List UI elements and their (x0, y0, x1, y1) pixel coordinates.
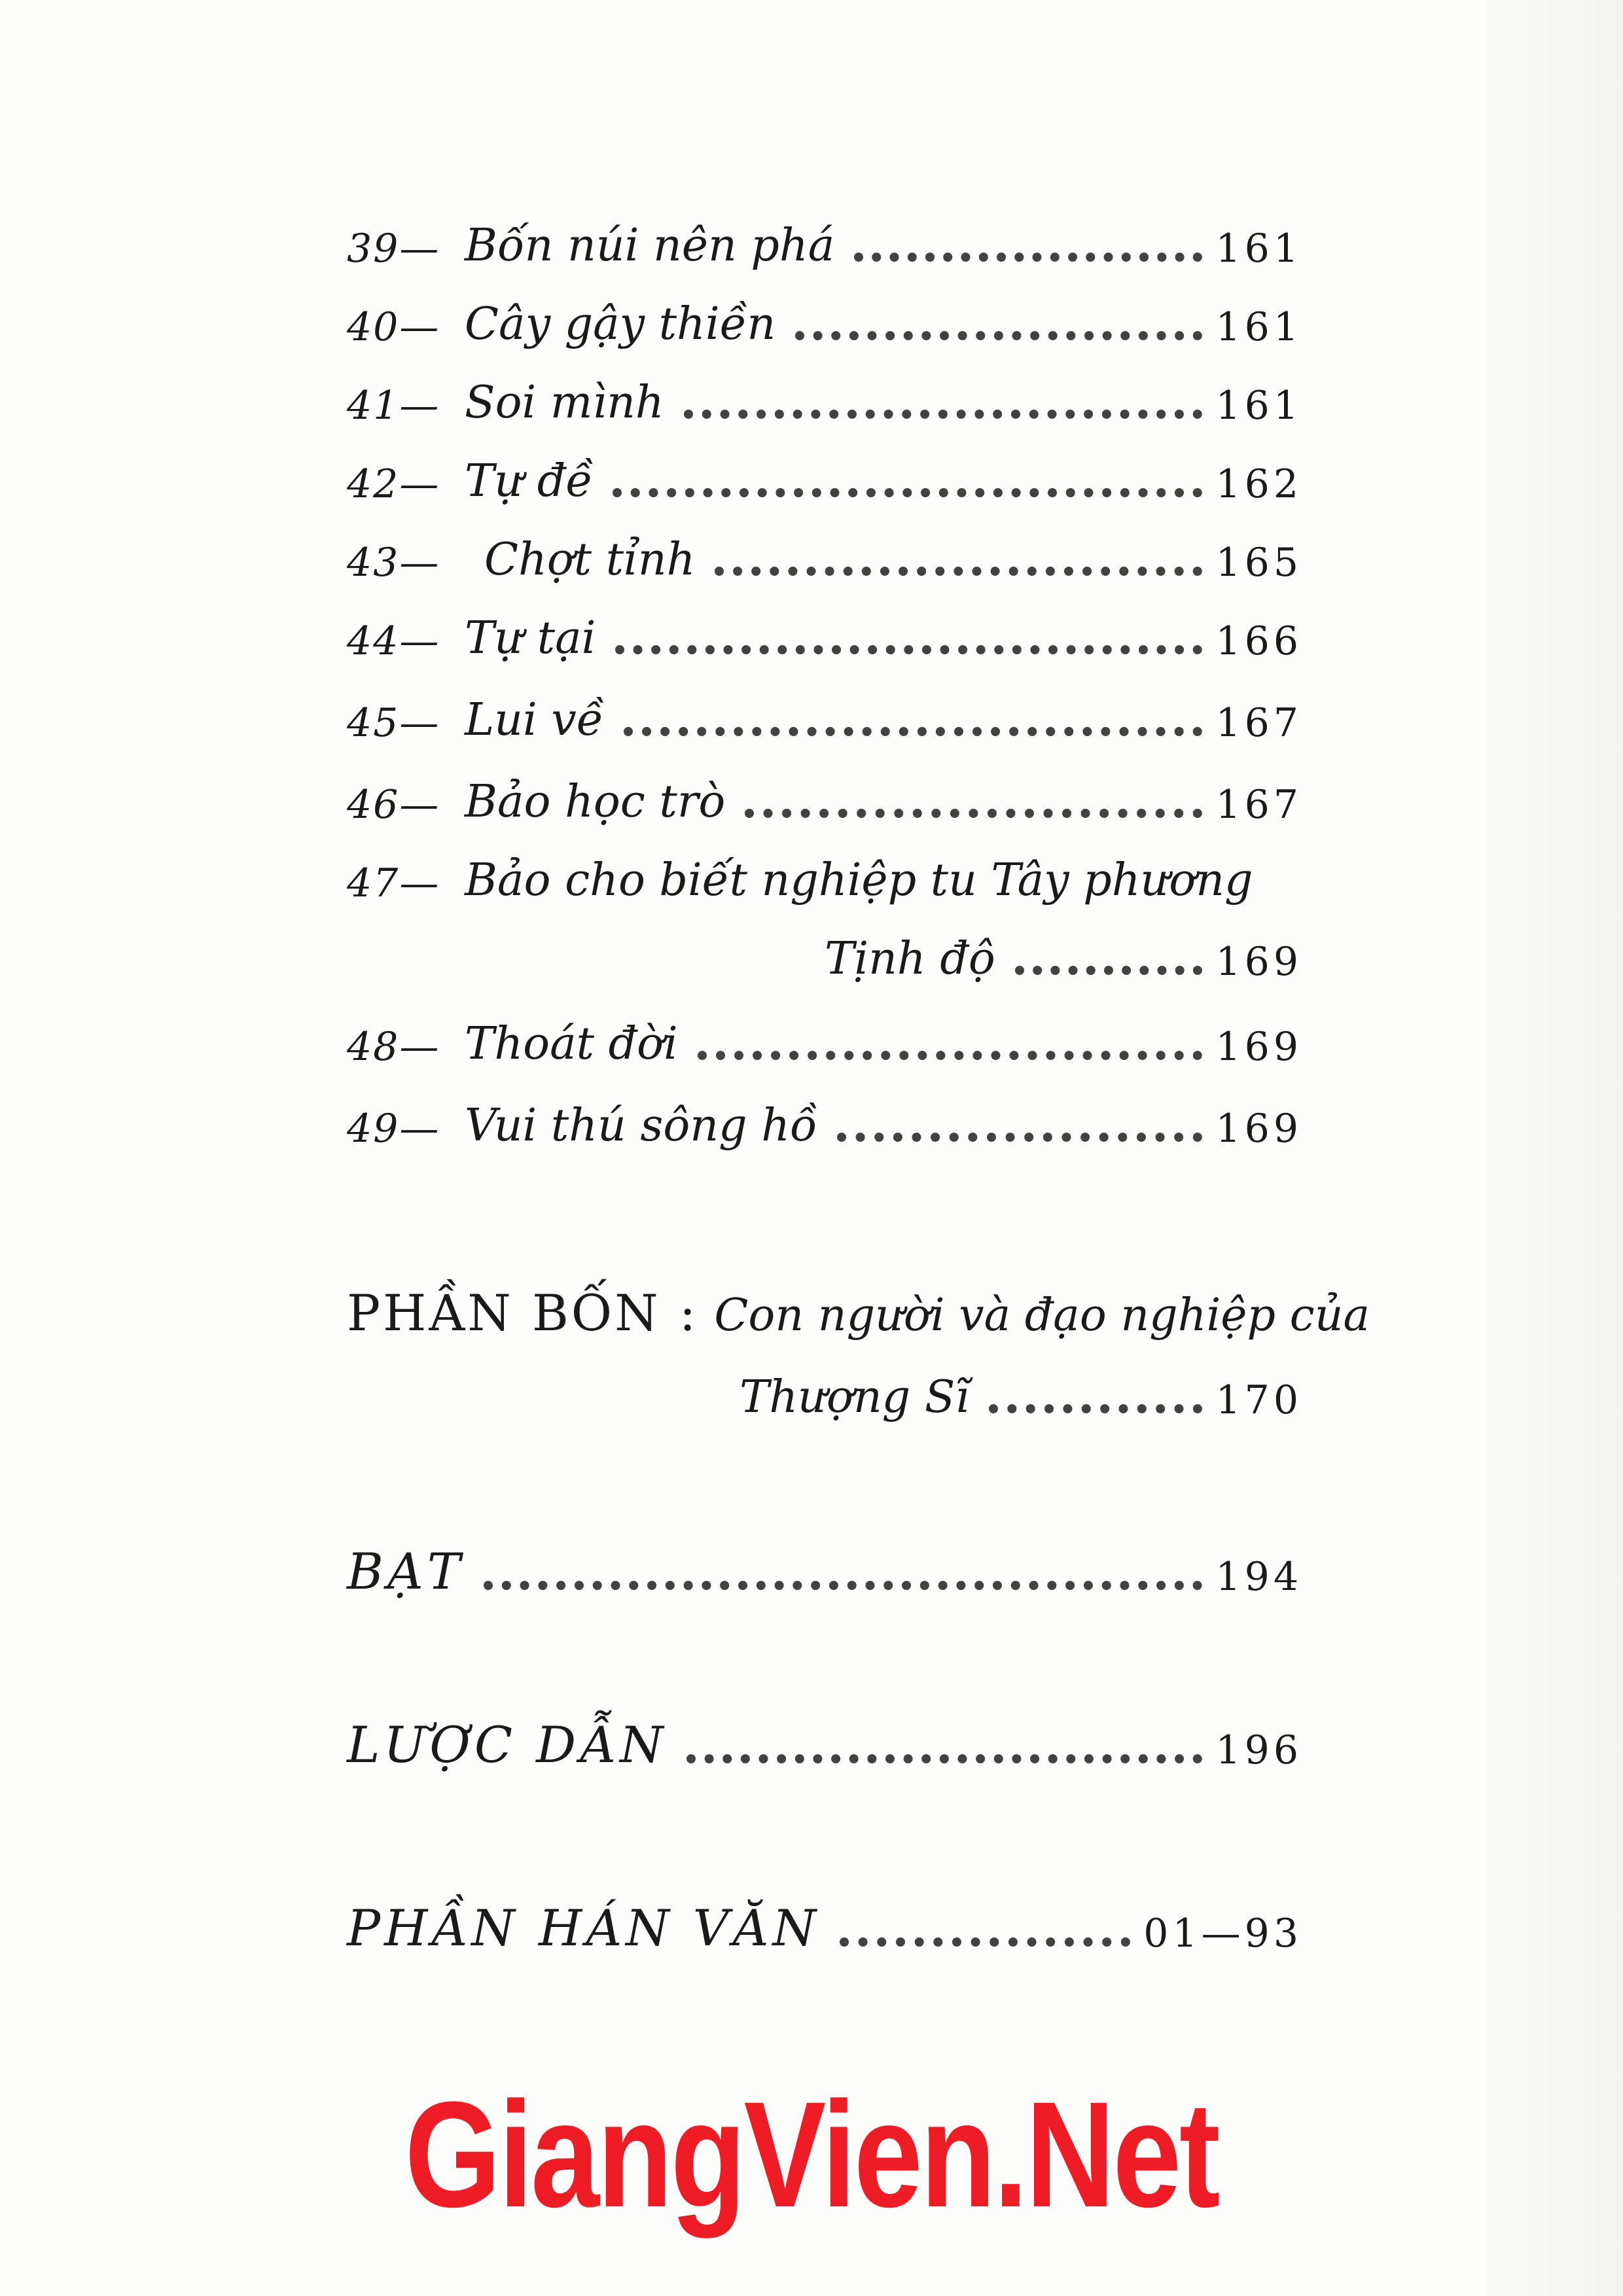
toc-entry-48 (347, 995, 1302, 1070)
dot-leader (715, 567, 1202, 576)
phan-han-van-title: PHẦN HÁN VĂN (347, 1899, 821, 1957)
toc-entry-page: 161 (1215, 383, 1302, 429)
toc-entry-title: Chợt tỉnh (484, 534, 696, 586)
toc-entry-43 (347, 510, 1302, 586)
toc-entry-number: 40— (347, 304, 440, 350)
bat-title: BẠT (347, 1542, 465, 1600)
toc-entry-number: 41— (347, 383, 440, 429)
dot-leader (840, 1937, 1130, 1947)
toc-entry-39 (347, 196, 1302, 272)
part-four-title-continued: Thượng Sĩ (740, 1371, 970, 1423)
toc-entry-number: 45— (347, 700, 440, 746)
toc-entry-page: 167 (1215, 782, 1302, 828)
toc-entry-number: 49— (347, 1106, 440, 1152)
luoc-dan-title: LƯỢC DẪN (347, 1716, 668, 1774)
dot-leader (698, 1051, 1203, 1060)
dot-leader (837, 1133, 1203, 1142)
dot-leader (745, 809, 1202, 818)
dot-leader (484, 1581, 1202, 1590)
part-four-label: PHẦN BỐN : (347, 1284, 699, 1342)
toc-entry-number: 43— (347, 540, 440, 586)
toc-entry-title: Bảo học trò (465, 776, 726, 828)
dot-leader (684, 410, 1203, 419)
toc-entry-title: Soi mình (465, 377, 664, 429)
page-edge-shadow (1486, 0, 1623, 2296)
toc-entry-number: 42— (347, 461, 440, 507)
toc-part-four (347, 1266, 1370, 1342)
toc-entry-number: 47— (347, 860, 440, 906)
part-four-page: 170 (1215, 1377, 1302, 1423)
toc-entry-page: 161 (1215, 304, 1302, 350)
toc-entry-number: 39— (347, 226, 440, 272)
toc-part-four-continued (740, 1348, 1302, 1423)
toc-entry-title: Lui về (465, 694, 604, 746)
dot-leader (854, 253, 1202, 262)
toc-entry-title: Tự đề (465, 455, 594, 507)
toc-entry-number: 46— (347, 782, 440, 828)
toc-entry-title: Cây gậy thiền (465, 298, 776, 350)
toc-phan-han-van (347, 1881, 1302, 1957)
watermark-text: GiangVien.Net (404, 2070, 1219, 2238)
dot-leader (613, 488, 1202, 497)
toc-entry-number: 44— (347, 618, 440, 664)
dot-leader (624, 727, 1203, 736)
toc-luoc-dan (347, 1698, 1302, 1774)
toc-entry-page: 161 (1215, 226, 1302, 272)
toc-entry-49 (347, 1076, 1302, 1152)
dot-leader (795, 331, 1202, 340)
part-four-title: Con người và đạo nghiệp của (714, 1290, 1370, 1341)
toc-entry-title: Tự tại (465, 612, 596, 664)
toc-bat (347, 1525, 1302, 1600)
toc-entry-number: 48— (347, 1024, 440, 1070)
dot-leader (989, 1404, 1202, 1413)
toc-entry-page: 162 (1215, 461, 1302, 507)
toc-entry-47-continued (825, 910, 1302, 985)
toc-entry-46 (347, 752, 1302, 828)
toc-entry-page: 169 (1215, 939, 1302, 985)
toc-entry-page: 169 (1215, 1024, 1302, 1070)
toc-entry-title: Vui thú sông hồ (465, 1100, 817, 1152)
toc-entry-title: Thoát đời (465, 1018, 678, 1070)
toc-entry-45 (347, 671, 1302, 746)
toc-entry-44 (347, 589, 1302, 664)
toc-entry-page: 165 (1215, 540, 1302, 586)
toc-entry-42 (347, 432, 1302, 507)
toc-entry-title: Bốn núi nên phá (465, 220, 835, 272)
toc-entry-41 (347, 353, 1302, 429)
toc-entry-40 (347, 275, 1302, 350)
toc-entry-page: 166 (1215, 618, 1302, 664)
toc-entry-47 (347, 831, 1302, 906)
bat-page: 194 (1215, 1554, 1302, 1600)
toc-entry-title-continued: Tịnh độ (825, 933, 995, 985)
luoc-dan-page: 196 (1215, 1727, 1302, 1773)
toc-entry-title: Bảo cho biết nghiệp tu Tây phương (465, 855, 1253, 906)
toc-entry-page: 167 (1215, 700, 1302, 746)
dot-leader (687, 1754, 1202, 1763)
toc-entry-page: 169 (1215, 1106, 1302, 1152)
dot-leader (615, 645, 1202, 654)
dot-leader (1015, 966, 1203, 975)
phan-han-van-page: 01—93 (1143, 1911, 1302, 1956)
